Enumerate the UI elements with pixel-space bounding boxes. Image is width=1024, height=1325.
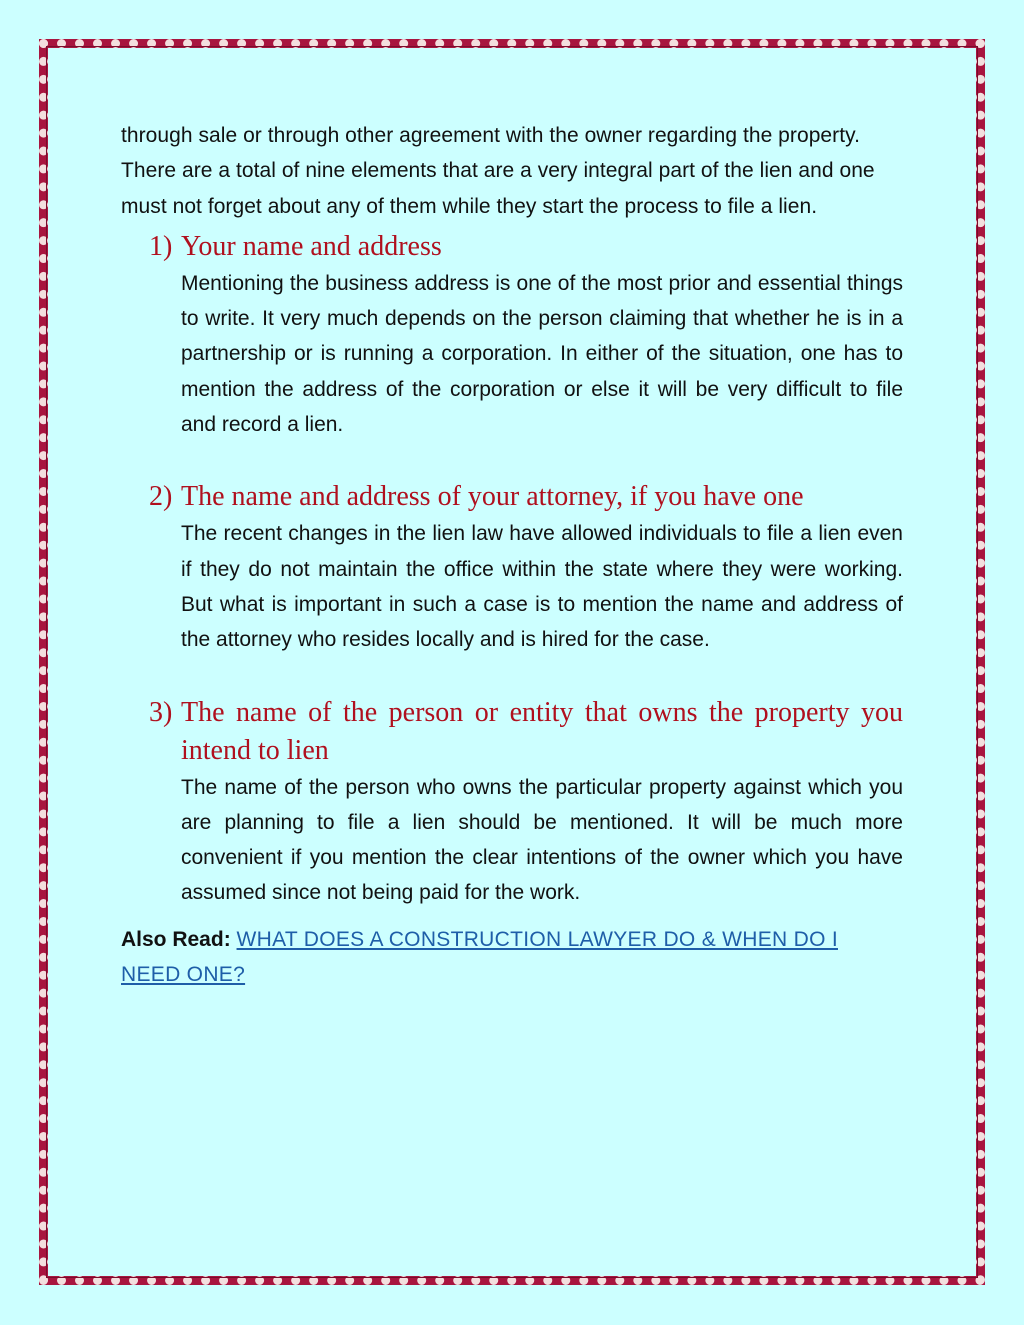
- section-number: 3): [149, 696, 173, 728]
- section-heading: Your name and address: [181, 230, 442, 262]
- section-property-owner: [121, 694, 903, 911]
- section-heading: The name of the person or entity that owns the property you intend to lien: [181, 696, 903, 766]
- section-body: The recent changes in the lien law have allowed individuals to file a lien even if they do not maintain the office within the state where they were working. But what is important in such a case is to mention the name and address of the attorney who resides locally and is hired for the case.: [181, 522, 903, 652]
- intro-paragraph: through sale or through other agreement with the owner regarding the property. There are a total of nine elements that are a very integral part of the lien and one must not forget about any of them while they start the process to file a lien.: [121, 124, 875, 218]
- section-attorney-name-and-address: [121, 478, 903, 657]
- section-number: 2): [149, 481, 173, 513]
- also-read-label: Also Read:: [121, 927, 231, 951]
- section-heading: The name and address of your attorney, if you have one: [181, 481, 804, 513]
- section-body: Mentioning the business address is one of the most prior and essential things to write. It very much depends on the person claiming that whether he is in a partnership or is running a corporation. In either of the situation, one has to mention the address of the corporation or else it will be very difficult to file and record a lien.: [181, 271, 903, 437]
- page-content: [121, 118, 903, 992]
- also-read-link[interactable]: WHAT DOES A CONSTRUCTION LAWYER DO & WHEN DO I NEED ONE?: [121, 927, 838, 986]
- section-your-name-and-address: [121, 228, 903, 442]
- also-read: [121, 922, 903, 992]
- section-body: The name of the person who owns the particular property against which you are planning to file a lien should be mentioned. It will be much more convenient if you mention the clear intentions of the owner which you have assumed since not being paid for the work.: [181, 775, 903, 905]
- section-number: 1): [149, 230, 173, 262]
